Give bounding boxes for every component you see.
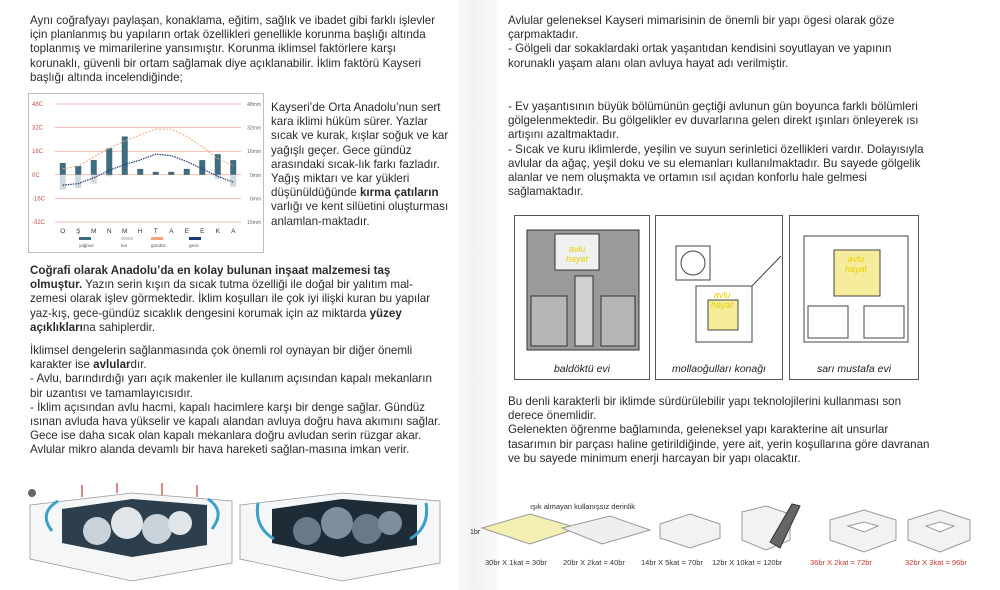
day-courtyard-diagram <box>30 483 232 581</box>
unit-label: 1br <box>470 529 481 536</box>
blocks-caption: ışık almayan kullanışsız derinlik <box>530 502 636 511</box>
rain-bar <box>75 166 81 175</box>
month-label: N <box>106 228 112 235</box>
night-temp-line <box>63 154 234 185</box>
courtyard-intro: Avlular geleneksel Kayseri mimarisinin de önemli bir yapı ögesi olarak göze çarpmaktadır. - Gölgeli dar sokaklardaki ortak yaşantıdan kendisini soyutlayan ve yapının korunaklı yaşam alanı olan avluya hayat adı verilmiştir. <box>508 14 895 70</box>
block-label: 20br X 2kat = 40br <box>563 558 625 567</box>
pitched-roof-term: kırma çatıların <box>359 186 439 200</box>
plan-sari-mustafa <box>789 215 919 380</box>
legend-label: kar <box>121 243 128 248</box>
plan-name: baldöktü evi <box>553 363 611 375</box>
month-label: O <box>60 228 66 235</box>
rain-bar <box>106 148 112 175</box>
legend-label: gündüz <box>151 243 166 248</box>
right-tick-label: 16mm <box>247 149 261 156</box>
snow-bar <box>230 175 236 187</box>
snow-bar <box>75 175 81 188</box>
plan-hayat-label: avlu hayat <box>710 290 734 310</box>
rain-bar <box>168 172 174 175</box>
courtyard-airflow-illustration <box>22 483 447 588</box>
month-label: E <box>200 228 205 235</box>
y-tick-label: -16C <box>32 196 46 203</box>
plan-name: mollaoğulları konağı <box>672 363 766 375</box>
month-label: A <box>169 228 174 235</box>
block-label: 30br X 1kat = 30br <box>485 558 547 567</box>
block-label: 32br X 3kat = 96br <box>905 558 967 567</box>
rain-bar <box>230 160 236 175</box>
month-label: T <box>153 228 158 235</box>
plan-hayat-label: avlu hayat <box>844 254 868 274</box>
climate-chart <box>28 93 264 253</box>
block-label: 36br X 2kat = 72br <box>810 558 872 567</box>
right-tick-label: 0mm <box>249 196 261 203</box>
y-tick-label: 32C <box>32 125 44 132</box>
night-courtyard-diagram <box>240 493 440 581</box>
snow-bar <box>106 175 112 176</box>
legend-swatch <box>79 237 91 240</box>
month-label: A <box>231 228 236 235</box>
rain-bar <box>137 169 143 175</box>
block-label: 12br X 10kat = 120br <box>712 558 783 567</box>
right-tick-label: 16mm <box>247 220 261 226</box>
month-label: M <box>91 228 97 235</box>
right-tick-label: 32mm <box>247 125 261 132</box>
plan-baldoktu <box>514 215 650 380</box>
material-paragraph: Coğrafi olarak Anadolu’da en kolay bulunan inşaat malzemesi taş olmuştur. Yazın serin kışın da sıcak tutma özelliği ile doğal bir yalıtım mal-zemesi olarak işlev görmektedir. İklim koşulları ile çok iyi ilişki kuran bu yapılar yaz-kış, gece-gündüz sıcaklık dengesini korumak için az miktarda yüzey açıklıklarına sahiplerdir. <box>30 264 431 334</box>
legend-label: yağmur <box>79 243 95 248</box>
rain-bar <box>184 169 190 175</box>
legend-swatch <box>151 237 163 240</box>
legend-swatch <box>189 237 201 240</box>
legend-label: gece <box>189 243 199 248</box>
y-tick-label: 48C <box>32 102 44 108</box>
legend-swatch <box>121 237 133 240</box>
sun-icon <box>28 489 36 497</box>
right-tick-label: 48mm <box>247 102 261 108</box>
y-tick-label: 16C <box>32 149 44 156</box>
moon-icon <box>248 489 256 498</box>
month-label: H <box>137 228 143 235</box>
rain-bar <box>153 172 159 175</box>
block-label: 14br X 5kat = 70br <box>641 558 703 567</box>
rain-bar <box>91 160 97 175</box>
snow-bar <box>91 175 97 184</box>
climate-chart-svg <box>29 94 265 254</box>
courtyard-shade-text: - Ev yaşantısının büyük bölümünün geçtiği avlunun gün boyunca farklı bölümleri gölgelenmektedir. Bu gölgelikler ev duvarlarına gelen direkt ışınları önleyerek ısı artışını azaltmaktadır. - Sıcak ve kuru iklimlerde, yeşilin ve suyun serinletici özellikleri vardır. Dolayısıyla avlular da ağaç, yeşil doku ve su elemanları kullanılmaktadır. Bu sayede gölgelik alanlar ve nem oluşmakta ve ortamın ısıl açıdan konforlu hale gelmesi sağlamaktadır. <box>508 100 924 199</box>
day-temp-line <box>63 129 234 169</box>
plan-name: sarı mustafa evi <box>816 363 892 375</box>
courtyard-paragraph: İklimsel dengelerin sağlanmasında çok önemli rol oynayan bir diğer önemli karakter ise avlulardır. - Avlu, barındırdığı yarı açık makenler ile kullanım açısından kapalı mekanların bir uzantısı ve tamamlayıcısıdır. - İklim açısından avlu hacmi, kapalı hacimlere karşı bir denge sağlar. Gündüz ısınan avluda hava yükselir ve kapalı alandan avluya doğru hava akımını sağlar. Gece ise daha sıcak olan kapalı mekanlara doğru avludan serin rüzgar akar. Avlular mikro alanda devamlı bir hava hareketi sağlan-masına imkan verir. <box>30 344 441 457</box>
month-label: Ş <box>76 228 81 235</box>
sustainability-text: Bu denli karakterli bir iklimde sürdürülebilir yapı teknolojilerini kullanması son derece önemlidir. Gelenekten öğrenme bağlamında, geleneksel yapı karakterine ait unsurlar tasarımın bir parçası haline getirildiğinde, yere ait, yerin koşullarına göre davranan ve bu sayede minimum enerji harcayan bir yapı olacaktır. <box>508 395 930 465</box>
plan-hayat-label: avlu hayat <box>565 244 589 264</box>
block-massing-diagram <box>470 500 990 556</box>
rain-bar <box>122 136 128 174</box>
y-tick-label: -32C <box>32 220 46 226</box>
kayseri-paragraph: Kayseri’de Orta Anadolu’nun sert kara iklimi hüküm sürer. Yazlar sıcak ve kurak, kışlar soğuk ve kar yağışlı geçer. Gece gündüz arasındaki sıcak-lık farkı fazladır. Yağış miktarı ve kar yükleri düşünüldüğünde kırma çatıların varlığı ve kent silüetini oluşturması anlamlan-maktadır. <box>271 101 449 228</box>
rain-bar <box>215 154 221 175</box>
intro-paragraph: Aynı coğrafyayı paylaşan, konaklama, eğitim, sağlık ve ibadet gibi farklı işlevler için planlanmış bu yapıların ortak özellikleri genellikle korunma başlığı altında toplanmış ve mimarilerine yansımıştır. Korunma iklimsel faktörlere karşı korunaklı, güvenli bir ortam sağlamak diye açıklanabilir. İklim faktörü Kayseri başlığı altında incelendiğinde; <box>30 14 436 84</box>
month-label: M <box>122 228 128 235</box>
y-tick-label: 0C <box>32 172 40 179</box>
snow-bar <box>60 175 66 190</box>
month-label: K <box>215 228 220 235</box>
right-tick-label: 0mm <box>249 172 261 179</box>
plan-mollaogullari <box>655 215 783 380</box>
month-label: E <box>184 228 189 235</box>
